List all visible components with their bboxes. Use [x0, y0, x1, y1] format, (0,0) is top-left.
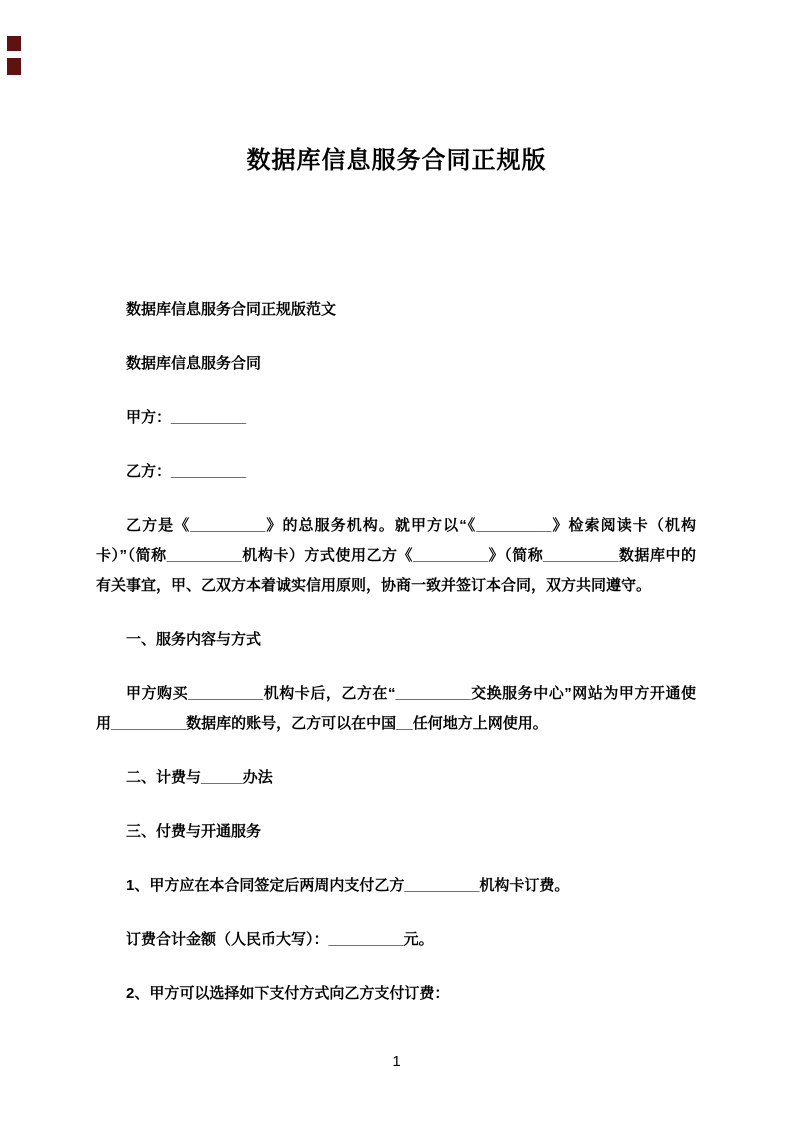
document-title: 数据库信息服务合同正规版: [246, 147, 547, 174]
page-number: 1: [392, 1053, 401, 1070]
document-body: [0, 175, 793, 1009]
paragraph-payment-item-1: 1、甲方应在本合同签定后两周内支付乙方_________机构卡订费。: [126, 877, 570, 894]
paragraph-party-b: 乙方：_________: [126, 463, 247, 480]
heading-section-1: 一、服务内容与方式: [126, 631, 262, 648]
corner-mark-top: [7, 36, 21, 51]
heading-section-3: 三、付费与开通服务: [126, 823, 262, 840]
paragraph-party-a: 甲方：_________: [126, 409, 247, 426]
paragraph-preamble: 乙方是《_________》的总服务机构。就甲方以“《_________》检索阅读卡（机构卡）”（简称_________机构卡）方式使用乙方《_________》（简称_________数据库中的有关事宜，甲、乙双方本着诚实信用原则，协商一致并签订本合同，双方共同遵守。: [96, 517, 696, 594]
paragraph-contract-name: 数据库信息服务合同: [126, 355, 262, 372]
paragraph-payment-item-2: 2、甲方可以选择如下支付方式向乙方支付订费：: [126, 985, 450, 1002]
paragraph-payment-total: 订费合计金额（人民币大写）：_________元。: [126, 931, 434, 948]
corner-mark-bottom: [7, 58, 21, 75]
heading-section-2: 二、计费与_____办法: [126, 769, 273, 786]
paragraph-section-1-body: 甲方购买_________机构卡后，乙方在“_________交换服务中心”网站为甲方开通使用_________数据库的账号，乙方可以在中国__任何地方上网使用。: [96, 685, 696, 732]
paragraph-subtitle: 数据库信息服务合同正规版范文: [126, 301, 337, 318]
